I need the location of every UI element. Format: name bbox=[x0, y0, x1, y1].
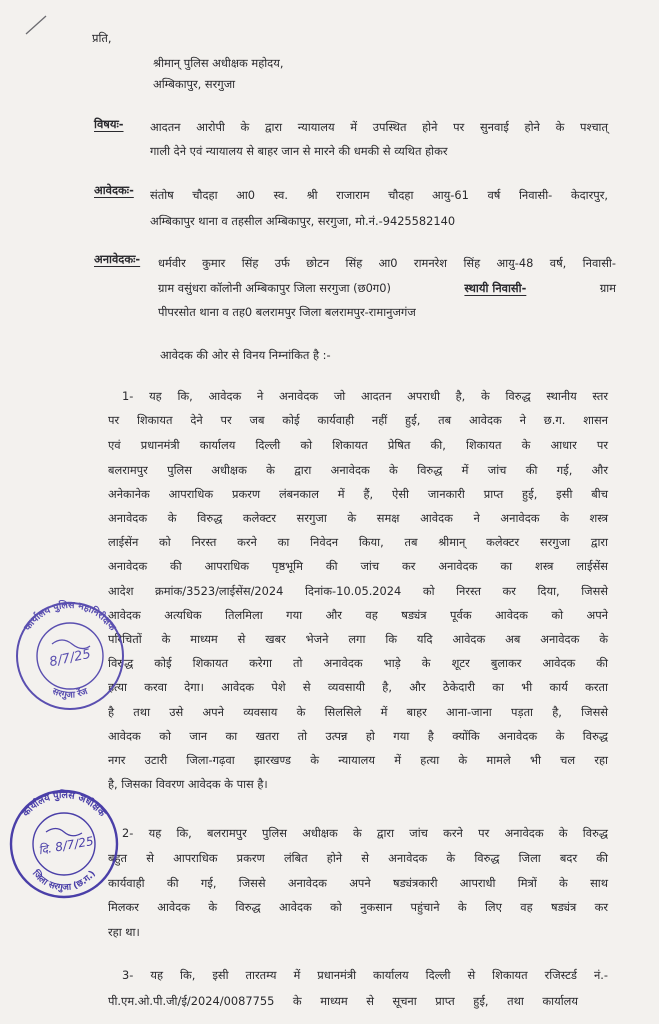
para1-line: परिचितों के माध्यम से खबर भेजने लगा कि यदि आवेदक अब अनावेदक के bbox=[108, 632, 608, 646]
permanent-resident-label: स्थायी निवासी- bbox=[464, 281, 527, 295]
para1-line: है, जिसका विवरण आवेदक के पास है। bbox=[108, 777, 268, 791]
para3-line: पी.एम.ओ.पी.जी/ई/2024/0087755 के माध्यम से सूचना प्राप्त हुई, तथा कार्यालय bbox=[108, 994, 578, 1008]
para1-line: अनावेदक के विरुद्ध कलेक्टर सरगुजा के समक्ष आवेदक ने अनावेदक के शस्त्र bbox=[108, 511, 608, 525]
para3-line: 3- यह कि, इसी तारतम्य में प्रधानमंत्री कार्यालय दिल्ली से शिकायत रजिस्टर्ड नं.- bbox=[122, 968, 608, 982]
ig-stamp-outer-text: कार्यालय पुलिस महानिरीक्षक bbox=[22, 600, 118, 633]
ig-office-stamp bbox=[8, 600, 132, 712]
intro-line: आवेदक की ओर से विनय निम्नांकित है :- bbox=[160, 348, 331, 362]
respondent-line-3: पीपरसोत थाना व तह0 बलरामपुर जिला बलरामपुर-रामानुजगंज bbox=[158, 305, 416, 319]
sp-stamp-outer-text: कार्यालय पुलिस अधीक्षक bbox=[20, 789, 108, 819]
addressee-line-1: श्रीमान् पुलिस अधीक्षक महोदय, bbox=[153, 56, 284, 70]
para1-line: लाईसेंन को निरस्त करने का निवेदन किया, तब श्रीमान् कलेक्टर सरगुजा द्वारा bbox=[108, 535, 608, 549]
respondent-address: ग्राम वसुंधरा कॉलोनी अम्बिकापुर जिला सरगुजा (छ0ग0) bbox=[158, 281, 391, 295]
subject-line-2: गाली देने एवं न्यायालय से बाहर जान से मारने की धमकी से व्यथित होकर bbox=[150, 144, 448, 158]
para2-line: मिलकर आवेदक के विरुद्ध आवेदक को नुकसान पहुंचाने के लिए वह षड्यंत्र कर bbox=[108, 900, 608, 914]
para1-line: आदेश क्रमांक/3523/लाईसेंस/2024 दिनांक-10.05.2024 को निरस्त कर दिया, जिससे bbox=[108, 584, 608, 598]
para1-line: आवेदक को जान का खतरा तो उत्पन्न हो गया है क्योंकि अनावेदक के विरुद्ध bbox=[108, 729, 608, 743]
ig-stamp-date: 8/7/25 bbox=[48, 646, 93, 671]
applicant-line-2: अम्बिकापुर थाना व तहसील अम्बिकापुर, सरगुजा, मो.नं.-9425582140 bbox=[150, 214, 456, 228]
respondent-label: अनावेदकः- bbox=[94, 252, 141, 266]
para2-line: बहुत से आपराधिक प्रकरण लंबित होने से अनावेदक के विरुद्ध जिला बदर की bbox=[108, 851, 608, 865]
para1-line: हत्या करवा देगा। आवेदक पेशे से व्यवसायी है, और ठेकेदारी का भी कार्य करता bbox=[108, 680, 608, 694]
ig-stamp-lower-text: सरगुजा रेंज bbox=[50, 686, 90, 701]
sp-stamp-lower-text: जिला सरगुजा (छ.ग.) bbox=[30, 868, 98, 894]
subject-line-1: आदतन आरोपी के द्वारा न्यायालय में उपस्थित होने पर सुनवाई होने के पश्चात् bbox=[150, 120, 608, 134]
sp-office-stamp bbox=[6, 786, 122, 902]
para1-line: आवेदक अत्यधिक तिलमिला गया और वह षड्यंत्र पूर्वक आवेदक को अपने bbox=[108, 608, 608, 622]
para1-line: एवं प्रधानमंत्री कार्यालय दिल्ली को शिकायत प्रेषित की, शिकायत के आधार पर bbox=[108, 438, 608, 452]
para1-line: पर शिकायत देने पर जब कोई कार्यवाही नहीं हुई, तब आवेदक ने छ.ग. शासन bbox=[108, 413, 608, 427]
applicant-label: आवेदकः- bbox=[94, 183, 134, 197]
addressee-line-2: अम्बिकापुर, सरगुजा bbox=[153, 77, 236, 91]
para2-line: रहा था। bbox=[108, 925, 140, 939]
para1-line: बलरामपुर पुलिस अधीक्षक के द्वारा अनावेदक के विरुद्ध में जांच की गई, और bbox=[108, 463, 608, 477]
pen-mark bbox=[22, 12, 52, 38]
para1-line: विरुद्ध कोई शिकायत करेगा तो अनावेदक भाड़े के शूटर बुलाकर आवेदक की bbox=[108, 656, 608, 670]
para1-line: नगर उटारी जिला-गढ़वा झारखण्ड के न्यायालय में हत्या के मामले भी चल रहा bbox=[108, 753, 608, 767]
para1-line: अनावेदक की आपराधिक पृष्ठभूमि की जांच कर अनावेदक का शस्त्र लाईसेंस bbox=[108, 559, 608, 573]
respondent-line-1: धर्मवीर कुमार सिंह उर्फ छोटन सिंह आ0 रामनरेश सिंह आयु-48 वर्ष, निवासी- bbox=[158, 256, 616, 270]
para2-line: कार्यवाही की गई, जिससे अनावेदक अपने षड्यंत्रकारी आपराधी मित्रों के साथ bbox=[108, 876, 608, 890]
para1-line: अनेकानेक आपराधिक प्रकरण लंबनकाल में हैं, ऐसी जानकारी प्राप्त हुई, इसी बीच bbox=[108, 487, 608, 501]
para1-line: है तथा उसे अपने व्यवसाय के सिलसिले में बाहर आना-जाना पड़ता है, जिससे bbox=[108, 705, 608, 719]
para1-line: 1- यह कि, आवेदक ने अनावेदक जो आदतन अपराधी है, के विरुद्ध स्थानीय स्तर bbox=[122, 389, 608, 403]
applicant-line-1: संतोष चौदहा आ0 स्व. श्री राजाराम चौदहा आयु-61 वर्ष निवासी- केदारपुर, bbox=[150, 188, 608, 202]
sp-stamp-date: दि. 8/7/25 bbox=[37, 833, 95, 858]
subject-label: विषयः- bbox=[94, 117, 124, 131]
respondent-line-2 bbox=[158, 281, 616, 295]
salutation-to: प्रति, bbox=[92, 31, 112, 45]
respondent-village-word: ग्राम bbox=[599, 281, 616, 295]
para2-line: 2- यह कि, बलरामपुर पुलिस अधीक्षक के द्वारा जांच करने पर अनावेदक के विरुद्ध bbox=[122, 826, 608, 840]
